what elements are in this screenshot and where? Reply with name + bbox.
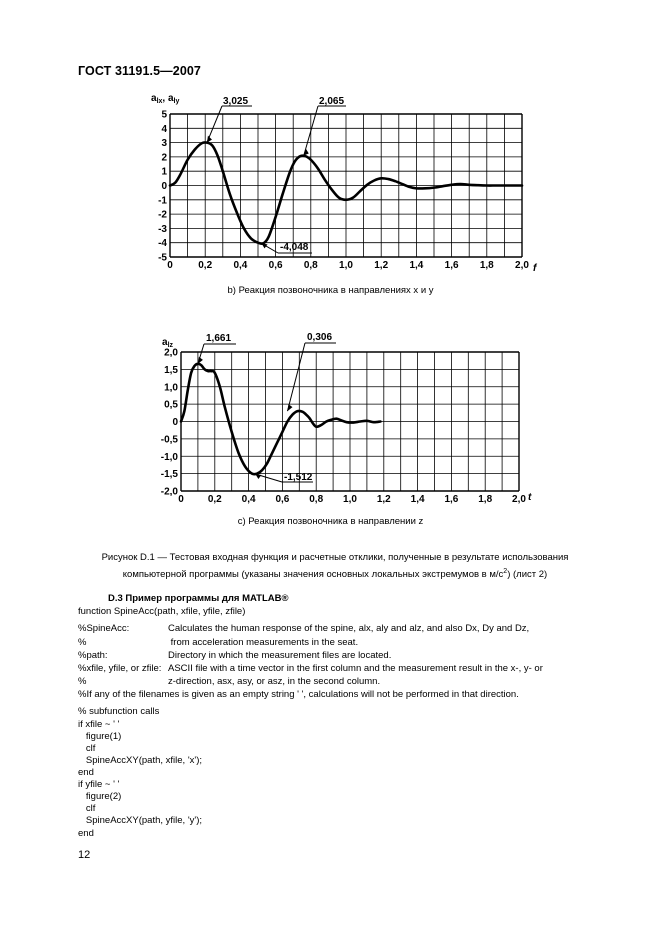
y-tick-label: -4 <box>158 238 167 250</box>
y-tick-label: -1 <box>158 195 167 207</box>
y-tick-label: 0,5 <box>164 399 178 411</box>
y-tick-label: 0 <box>172 417 178 428</box>
x-tick-label: 0,8 <box>303 260 318 271</box>
x-tick-label: 1,2 <box>374 260 389 271</box>
code-comment-label: %path: <box>78 650 108 661</box>
annotation-label: -4,048 <box>280 242 309 253</box>
section-heading: D.3 Пример программы для MATLAB® <box>108 593 289 604</box>
x-tick-label: 1,0 <box>343 494 357 505</box>
x-tick-label: 0 <box>178 494 184 505</box>
y-tick-label: 2,0 <box>164 347 178 359</box>
code-comment-label: %xfile, yfile, or zfile: <box>78 663 162 674</box>
x-tick-label: 1,4 <box>409 260 424 271</box>
code-line: figure(2) <box>78 791 122 802</box>
x-tick-label: 0,4 <box>241 494 256 505</box>
x-tick-label: 1,6 <box>444 260 459 271</box>
chart-c-xlabel: t <box>528 492 532 503</box>
code-comment-label: %If any of the filenames is given as an empty string ' ', calculations will not be performed in that direction. <box>78 689 519 700</box>
x-tick-label: 2,0 <box>515 260 529 271</box>
series-line-response <box>181 364 380 474</box>
code-comment-text: z-direction, asx, asy, or asz, in the second column. <box>168 676 381 687</box>
figure-caption <box>70 551 600 582</box>
y-tick-label: 4 <box>161 123 167 135</box>
code-line: if xfile ~ ' ' <box>78 719 120 730</box>
page-number: 12 <box>78 849 91 861</box>
y-tick-label: 0 <box>161 181 167 192</box>
y-tick-label: -1,0 <box>160 451 178 463</box>
code-comment-label: % <box>78 637 87 648</box>
annotation-arrowhead <box>255 474 261 479</box>
code-line: if yfile ~ ' ' <box>78 779 120 790</box>
y-tick-label: 5 <box>161 109 167 121</box>
code-comment-label: %SpineAcc: <box>78 623 130 634</box>
y-tick-label: 3 <box>161 138 167 150</box>
x-tick-label: 1,8 <box>478 494 493 505</box>
annotation-arrowhead <box>198 357 203 364</box>
code-line: end <box>78 767 94 778</box>
y-tick-label: 1 <box>161 166 167 178</box>
x-tick-label: 0,8 <box>309 494 324 505</box>
chart-b-xlabel: f <box>533 263 537 274</box>
code-comment-label: % <box>78 676 87 687</box>
annotation-label: -1,512 <box>284 472 313 483</box>
annotation-label: 1,661 <box>206 333 232 344</box>
x-tick-label: 0,2 <box>207 494 222 505</box>
figure-caption-line1: Рисунок D.1 — Тестовая входная функция и расчетные отклики, полученные в результате использования <box>101 552 569 563</box>
y-tick-label: 2 <box>161 152 167 164</box>
code-line: clf <box>78 743 96 754</box>
annotation-label: 2,065 <box>319 96 345 107</box>
y-tick-label: -0,5 <box>160 434 178 446</box>
chart-c-caption: с) Реакция позвоночника в направлении z <box>237 516 424 527</box>
code-line: end <box>78 828 94 839</box>
y-tick-label: -2,0 <box>160 486 178 498</box>
y-tick-label: 1,5 <box>164 364 178 376</box>
chart-c-ylabel: $a_{lz}$ <box>162 337 174 349</box>
x-tick-label: 1,4 <box>410 494 425 505</box>
x-tick-label: 1,8 <box>479 260 494 271</box>
code-comment-text: Directory in which the measurement files are located. <box>168 650 392 661</box>
x-tick-label: 0 <box>167 260 173 271</box>
code-comment-text: ASCII file with a time vector in the first column and the measurement result in the x-, y- or <box>168 663 543 674</box>
code-comment-text: Calculates the human response of the spine, alx, aly and alz, and also Dx, Dy and Dz, <box>168 623 530 634</box>
code-comment-text: from acceleration measurements in the seat. <box>168 637 359 648</box>
x-tick-label: 0,6 <box>268 260 283 271</box>
standard-header: ГОСТ 31191.5—2007 <box>78 64 201 78</box>
y-tick-label: 1,0 <box>164 382 178 394</box>
code-line: SpineAccXY(path, xfile, 'x'); <box>78 755 203 766</box>
figure-caption-line2: компьютерной программы (указаны значения основных локальных экстремумов в $м/с^2$) (лист 2) <box>122 568 548 581</box>
chart-c-series <box>181 364 380 474</box>
x-tick-label: 2,0 <box>512 494 526 505</box>
chart-b-ylabel: $a_{lx}$, $a_{ly}$ <box>151 93 180 105</box>
code-line: % subfunction calls <box>78 706 160 717</box>
chart-c-tick-labels <box>161 348 527 506</box>
x-tick-label: 0,4 <box>233 260 248 271</box>
x-tick-label: 0,6 <box>275 494 290 505</box>
chart-b-caption: b) Реакция позвоночника в направлениях x и y <box>227 285 434 296</box>
annotation-arrowhead <box>287 404 292 411</box>
annotation-label: 0,306 <box>307 332 333 343</box>
annotation-leader <box>287 343 305 411</box>
y-tick-label: -3 <box>158 223 167 235</box>
x-tick-label: 1,6 <box>444 494 459 505</box>
x-tick-label: 1,0 <box>339 260 353 271</box>
code-line: SpineAccXY(path, yfile, 'y'); <box>78 815 203 826</box>
annotation-label: 3,025 <box>223 96 249 107</box>
y-tick-label: -1,5 <box>160 469 178 481</box>
x-tick-label: 0,2 <box>198 260 213 271</box>
x-tick-label: 1,2 <box>376 494 391 505</box>
chart-c-annotations <box>198 332 336 483</box>
y-tick-label: -5 <box>158 252 167 264</box>
y-tick-label: -2 <box>158 209 167 221</box>
code-line: clf <box>78 803 96 814</box>
code-line: figure(1) <box>78 731 122 742</box>
code-signature: function SpineAcc(path, xfile, yfile, zfile) <box>78 606 246 617</box>
